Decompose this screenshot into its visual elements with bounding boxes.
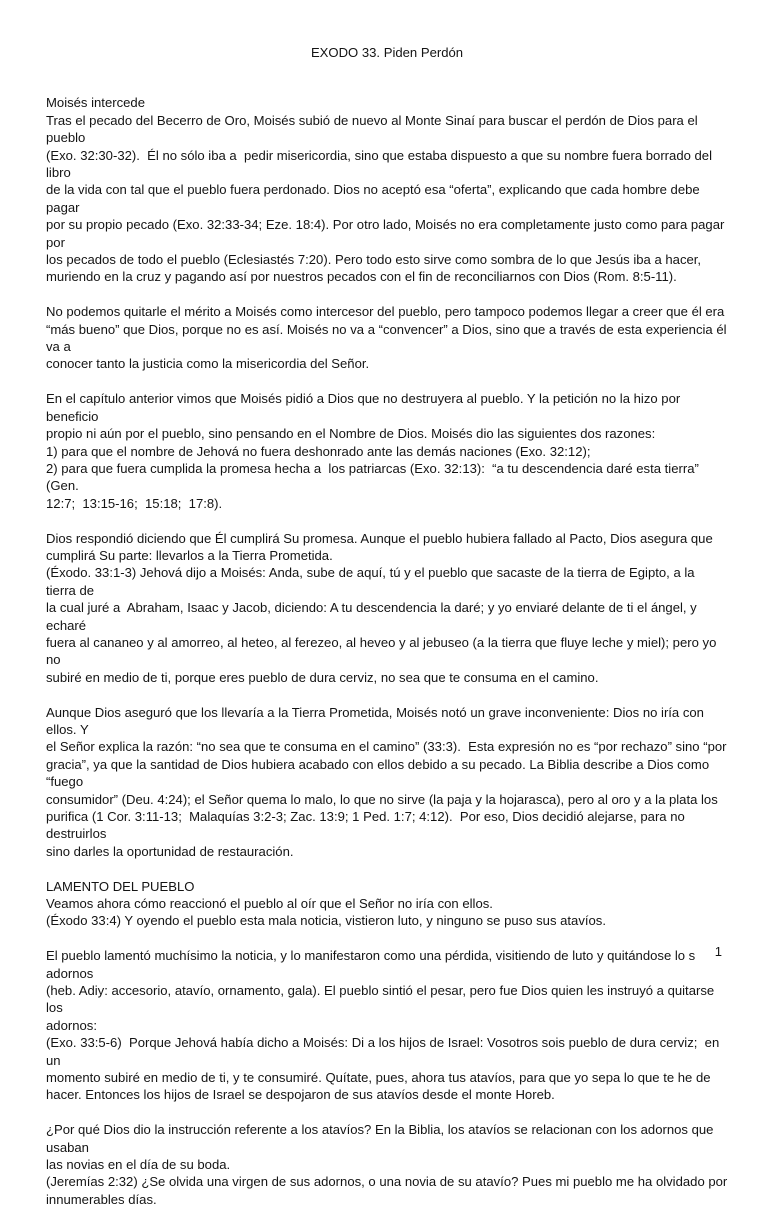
paragraph bbox=[46, 390, 728, 512]
text-line: (Exo. 32:30-32). Él no sólo iba a pedir misericordia, sino que estaba dispuesto a que su nombre fuera borrado del libro bbox=[46, 147, 716, 181]
text-line: El pueblo lamentó muchísimo la noticia, y lo manifestaron como una pérdida, visitiendo de luto y quitándose lo s adornos bbox=[46, 948, 699, 981]
text-line: muriendo en la cruz y pagando así por nuestros pecados con el fin de reconciliarnos con Dios (Rom. 8:5-11). bbox=[46, 269, 677, 285]
text-line: adornos: bbox=[46, 1017, 97, 1033]
paragraph bbox=[46, 94, 728, 285]
text-line: sino darles la oportunidad de restauración. bbox=[46, 843, 294, 859]
text-line: el Señor explica la razón: “no sea que te consuma en el camino” (33:3). Esta expresión no es “por rechazo” sino “por bbox=[46, 739, 727, 755]
text-line: (Éxodo 33:4) Y oyendo el pueblo esta mala noticia, vistieron luto, y ninguno se puso sus atavíos. bbox=[46, 913, 606, 929]
text-line: consumidor” (Deu. 4:24); el Señor quema lo malo, lo que no sirve (la paja y la hojarasca), pero al oro y a la plata los bbox=[46, 791, 718, 807]
text-line: 12:7; 13:15-16; 15:18; 17:8). bbox=[46, 495, 223, 511]
text-line: por su propio pecado (Exo. 32:33-34; Eze. 18:4). Por otro lado, Moisés no era completamente justo como para pagar por bbox=[46, 217, 728, 250]
text-line: purifica (1 Cor. 3:11-13; Malaquías 3:2-3; Zac. 13:9; 1 Ped. 1:7; 4:12). Por eso, Dios decidió alejarse, para no destruirlos bbox=[46, 809, 689, 842]
text-line: la cual juré a Abraham, Isaac y Jacob, diciendo: A tu descendencia la daré; y yo enviaré delante de ti el ángel, y echaré bbox=[46, 600, 701, 633]
paragraph bbox=[46, 878, 728, 930]
text-line: (Jeremías 2:32) ¿Se olvida una virgen de sus adornos, o una novia de su atavío? Pues mi pueblo me ha olvidado por bbox=[46, 1174, 728, 1190]
text-line: LAMENTO DEL PUEBLO bbox=[46, 878, 195, 894]
text-line: hacer. Entonces los hijos de Israel se despojaron de sus atavíos desde el monte Horeb. bbox=[46, 1087, 555, 1103]
text-line: Moisés intercede bbox=[46, 95, 145, 111]
text-line: “más bueno” que Dios, porque no es así. Moisés no va a “convencer” a Dios, sino que a través de esta experiencia él va a bbox=[46, 321, 731, 355]
paragraph bbox=[46, 1121, 728, 1208]
text-line: cumplirá Su parte: llevarlos a la Tierra Prometida. bbox=[46, 547, 333, 563]
text-line: No podemos quitarle el mérito a Moisés como intercesor del pueblo, pero tampoco podemos llegar a creer que él era bbox=[46, 304, 725, 320]
text-line: Aunque Dios aseguró que los llevaría a la Tierra Prometida, Moisés notó un grave inconveniente: Dios no iría con ellos. Y bbox=[46, 704, 708, 737]
text-line: ¿Por qué Dios dio la instrucción referente a los atavíos? En la Biblia, los atavíos se relacionan con los adornos que usaban bbox=[46, 1122, 718, 1155]
text-line: de la vida con tal que el pueblo fuera perdonado. Dios no aceptó esa “oferta”, explicando que cada hombre debe pagar bbox=[46, 182, 704, 215]
document-title: EXODO 33. Piden Perdón bbox=[310, 45, 464, 60]
text-line: fuera al cananeo y al amorreo, al heteo, al ferezeo, al heveo y al jebuseo (a la tierra que fluye leche y miel); pero yo no bbox=[46, 634, 720, 668]
text-line: (Exo. 33:5-6) Porque Jehová había dicho a Moisés: Di a los hijos de Israel: Vosotros sois pueblo de dura cerviz; en un bbox=[46, 1035, 723, 1068]
text-line: propio ni aún por el pueblo, sino pensando en el Nombre de Dios. Moisés dio las siguientes dos razones: bbox=[46, 426, 656, 442]
text-line: innumerables días. bbox=[46, 1191, 157, 1207]
text-line: subiré en medio de ti, porque eres pueblo de dura cerviz, no sea que te consuma en el camino. bbox=[46, 669, 599, 685]
text-line: (Éxodo. 33:1-3) Jehová dijo a Moisés: Anda, sube de aquí, tú y el pueblo que sacaste de la tierra de Egipto, a la tierra de bbox=[46, 565, 699, 598]
text-line: los pecados de todo el pueblo (Eclesiastés 7:20). Pero todo esto sirve como sombra de lo que Jesús iba a hacer, bbox=[46, 252, 702, 268]
text-line: 2) para que fuera cumplida la promesa hecha a los patriarcas (Exo. 32:13): “a tu descendencia daré esta tierra” (Gen. bbox=[46, 460, 703, 494]
paragraph bbox=[46, 947, 728, 1104]
paragraph bbox=[46, 530, 728, 687]
text-line: 1) para que el nombre de Jehová no fuera deshonrado ante las demás naciones (Exo. 32:12); bbox=[46, 443, 591, 459]
text-line: Tras el pecado del Becerro de Oro, Moisés subió de nuevo al Monte Sinaí para buscar el perdón de Dios para el pueblo bbox=[46, 112, 702, 146]
text-line: conocer tanto la justicia como la misericordia del Señor. bbox=[46, 356, 370, 372]
document-body bbox=[46, 94, 731, 1208]
paragraph bbox=[46, 704, 728, 861]
text-line: Dios respondió diciendo que Él cumplirá Su promesa. Aunque el pueblo hubiera fallado al Pacto, Dios asegura que bbox=[46, 530, 713, 546]
text-line: En el capítulo anterior vimos que Moisés pidió a Dios que no destruyera al pueblo. Y la petición no la hizo por beneficio bbox=[46, 391, 684, 424]
text-line: (heb. Adiy: accesorio, atavío, ornamento, gala). El pueblo sintió el pesar, pero fue Dios quien les instruyó a quitarse los bbox=[46, 983, 718, 1016]
text-line: momento subiré en medio de ti, y te consumiré. Quítate, pues, ahora tus atavíos, para que yo sepa lo que te he de bbox=[46, 1070, 711, 1086]
page-number: 1 bbox=[714, 944, 722, 959]
text-line: gracia”, ya que la santidad de Dios hubiera acabado con ellos debido a su pecado. La Biblia describe a Dios como “fuego bbox=[46, 756, 713, 790]
text-line: las novias en el día de su boda. bbox=[46, 1157, 231, 1173]
text-line: Veamos ahora cómo reaccionó el pueblo al oír que el Señor no iría con ellos. bbox=[46, 896, 493, 912]
paragraph bbox=[46, 303, 731, 373]
